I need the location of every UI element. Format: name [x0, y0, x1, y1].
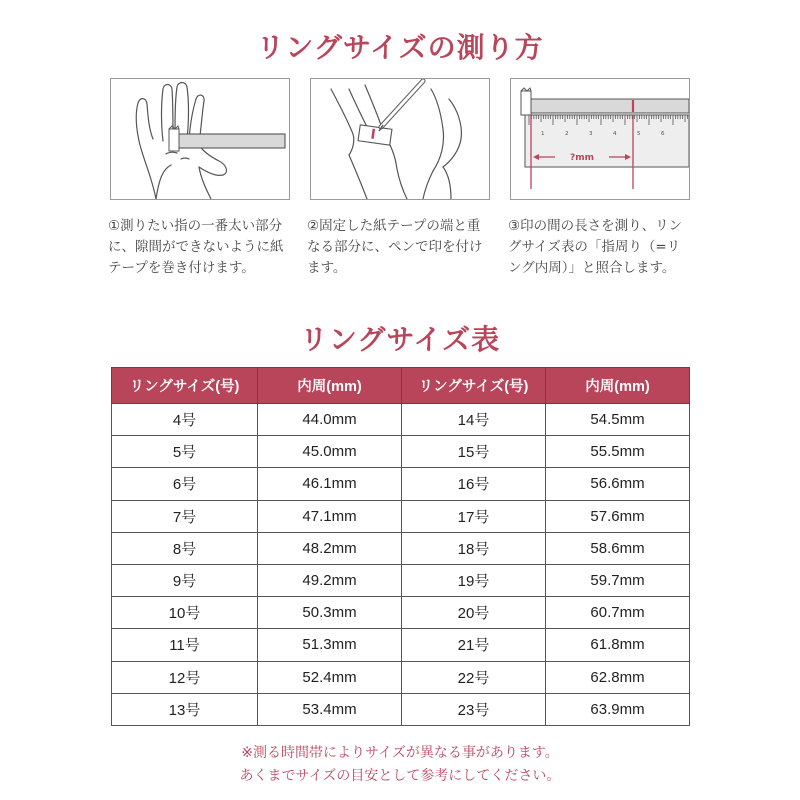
cell-circumference: 48.2mm — [258, 532, 402, 564]
cell-circumference: 52.4mm — [258, 661, 402, 693]
cell-size: 18号 — [402, 532, 546, 564]
illustration-wrap-tape — [110, 78, 290, 200]
cell-size: 7号 — [112, 500, 258, 532]
illustration-mark-tape — [310, 78, 490, 200]
note-line-1: ※測る時間帯によりサイズが異なる事があります。 — [241, 745, 559, 761]
cell-circumference: 60.7mm — [546, 597, 690, 629]
cell-size: 12号 — [112, 661, 258, 693]
header-circumference: 内周(mm) — [546, 368, 690, 404]
cell-circumference: 57.6mm — [546, 500, 690, 532]
table-title: リングサイズ表 — [299, 323, 501, 356]
illustration-ruler — [510, 78, 690, 200]
cell-size: 9号 — [112, 564, 258, 596]
table-row — [112, 468, 690, 500]
header-size: リングサイズ(号) — [402, 368, 546, 404]
note-line-2: あくまでサイズの目安として参考にしてください。 — [239, 768, 561, 784]
cell-circumference: 62.8mm — [546, 661, 690, 693]
cell-size: 19号 — [402, 564, 546, 596]
table-row — [112, 436, 690, 468]
page-title: リングサイズの測り方 — [256, 31, 544, 64]
table-row — [112, 693, 690, 725]
cell-circumference: 51.3mm — [258, 629, 402, 661]
cell-size: 23号 — [402, 693, 546, 725]
cell-size: 16号 — [402, 468, 546, 500]
table-row — [112, 532, 690, 564]
cell-circumference: 56.6mm — [546, 468, 690, 500]
cell-size: 11号 — [112, 629, 258, 661]
cell-circumference: 54.5mm — [546, 404, 690, 436]
cell-circumference: 53.4mm — [258, 693, 402, 725]
header-circumference: 内周(mm) — [258, 368, 402, 404]
svg-text:5: 5 — [637, 131, 641, 137]
table-row — [112, 500, 690, 532]
cell-size: 14号 — [402, 404, 546, 436]
ruler-label: ?mm — [570, 153, 594, 163]
table-row — [112, 629, 690, 661]
ruler-icon — [511, 79, 689, 199]
cell-size: 4号 — [112, 404, 258, 436]
hand-tape-icon — [111, 79, 289, 199]
table-body — [112, 404, 690, 726]
cell-circumference: 49.2mm — [258, 564, 402, 596]
cell-size: 17号 — [402, 500, 546, 532]
cell-circumference: 61.8mm — [546, 629, 690, 661]
ring-size-table — [111, 367, 690, 726]
cell-circumference: 45.0mm — [258, 436, 402, 468]
table-row — [112, 404, 690, 436]
cell-circumference: 59.7mm — [546, 564, 690, 596]
svg-text:3: 3 — [589, 131, 593, 137]
cell-size: 5号 — [112, 436, 258, 468]
cell-size: 20号 — [402, 597, 546, 629]
table-row — [112, 661, 690, 693]
svg-text:4: 4 — [613, 131, 617, 137]
header-size: リングサイズ(号) — [112, 368, 258, 404]
step-1-text: ①測りたい指の一番太い部分に、隙間ができないように紙テープを巻き付けます。 — [108, 218, 284, 276]
svg-text:2: 2 — [565, 131, 569, 137]
cell-circumference: 58.6mm — [546, 532, 690, 564]
cell-size: 8号 — [112, 532, 258, 564]
table-header-row — [112, 368, 690, 404]
cell-size: 13号 — [112, 693, 258, 725]
cell-size: 21号 — [402, 629, 546, 661]
cell-circumference: 44.0mm — [258, 404, 402, 436]
cell-circumference: 63.9mm — [546, 693, 690, 725]
cell-size: 15号 — [402, 436, 546, 468]
svg-text:6: 6 — [661, 131, 665, 137]
cell-circumference: 50.3mm — [258, 597, 402, 629]
table-row — [112, 597, 690, 629]
step-3-text: ③印の間の長さを測り、リングサイズ表の「指周り（=リング内周）」と照合します。 — [508, 218, 683, 276]
table-row — [112, 564, 690, 596]
cell-size: 6号 — [112, 468, 258, 500]
cell-circumference: 55.5mm — [546, 436, 690, 468]
cell-circumference: 46.1mm — [258, 468, 402, 500]
svg-text:1: 1 — [541, 131, 545, 137]
pen-mark-icon — [311, 79, 489, 199]
cell-size: 22号 — [402, 661, 546, 693]
step-2-text: ②固定した紙テープの端と重なる部分に、ペンで印を付けます。 — [307, 218, 483, 276]
cell-circumference: 47.1mm — [258, 500, 402, 532]
cell-size: 10号 — [112, 597, 258, 629]
